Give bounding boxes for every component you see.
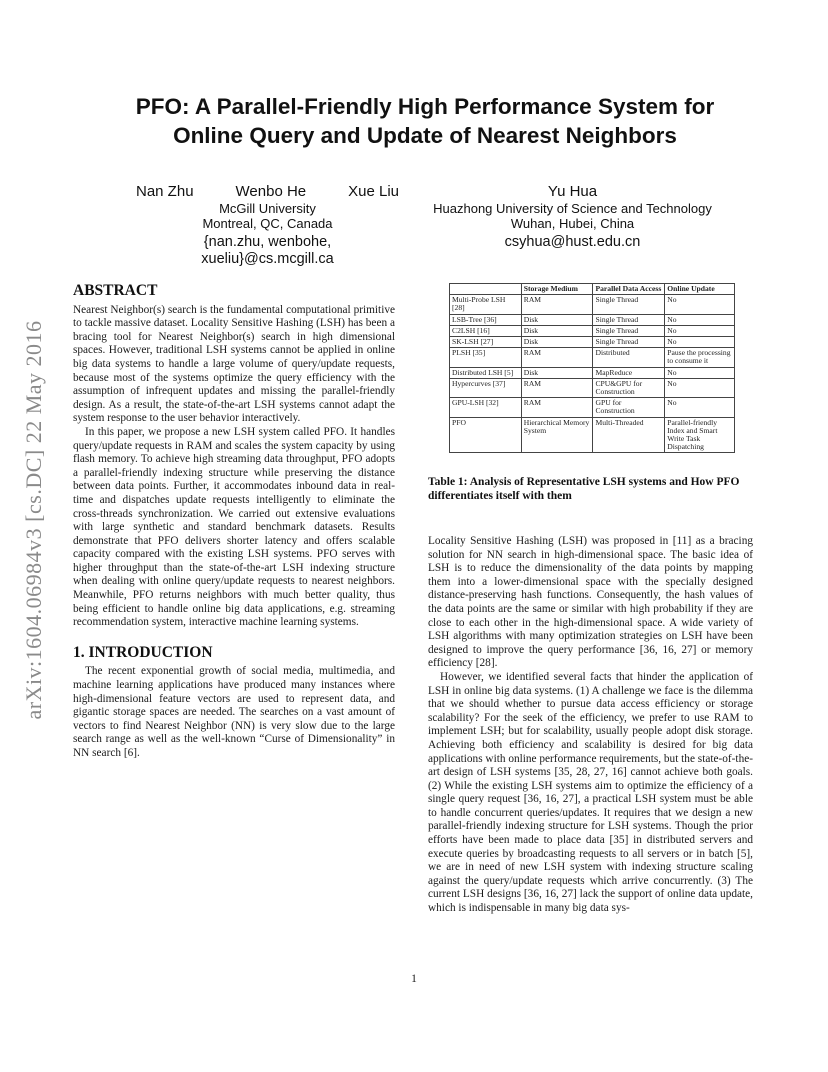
table-caption: Table 1: Analysis of Representative LSH systems and How PFO differentiates itself with them — [428, 476, 740, 502]
author-name: Wenbo He — [235, 183, 307, 200]
table-header-cell: Parallel Data Access — [593, 284, 665, 295]
table-cell: Single Thread — [593, 325, 665, 336]
email: csyhua@hust.edu.cn — [504, 234, 641, 250]
arxiv-stamp — [20, 280, 48, 760]
authors-right — [420, 183, 725, 251]
table-cell: Disk — [521, 367, 593, 378]
table-row — [450, 417, 735, 453]
intro-heading: 1. INTRODUCTION — [73, 643, 213, 661]
table-row — [450, 348, 735, 367]
table-row — [450, 367, 735, 378]
table-cell: MapReduce — [593, 367, 665, 378]
paper-title — [80, 92, 770, 150]
table-header-cell: Online Update — [665, 284, 735, 295]
table-cell: No — [665, 337, 735, 348]
table-cell: No — [665, 314, 735, 325]
table-cell: Pause the processing to consume it — [665, 348, 735, 367]
location: Montreal, QC, Canada — [202, 216, 333, 231]
table-row — [450, 325, 735, 336]
table-cell: CPU&GPU for Construction — [593, 378, 665, 397]
left-column — [73, 284, 395, 761]
table-cell: Disk — [521, 314, 593, 325]
comparison-table — [449, 283, 735, 453]
author-name: Yu Hua — [547, 183, 598, 200]
table-cell: PFO — [450, 417, 522, 453]
right-paragraph-2: However, we identified several facts that hinder the application of LSH in online big data systems. (1) A challenge we face is the dilemma that we should whether to pursue data access efficiency or storage scalability? For the seek of the efficiency, we prefer to use RAM to implement LSH; but for scalability, usually people adopt disk storage. Achieving both efficiency and scalability is desired for big data applications with online performance requirements, but the state-of-the-art design of LSH systems [35, 28, 27, 16] cannot achieve both goals. (2) While the existing LSH systems aim to optimize the efficiency of a single query request [36, 16, 27], a practical LSH system must be able to handle concurrent queries/updates. It requires that we design a new parallel-friendly indexing structure for LSH systems. Though the prior efforts have been made to place data [35] in distributed servers and execute queries by broadcasting requests to all servers or in batch [5], we are in need of new LSH system with indexing structure scaling against the query/update requests which arrive concurrently. (3) The current LSH designs [36, 16, 27] lack the support of online data update, which is indispensable in many big data sys- — [428, 670, 753, 915]
table-header-cell: Storage Medium — [521, 284, 593, 295]
table-cell: No — [665, 367, 735, 378]
table-row — [450, 398, 735, 417]
table-cell: No — [665, 398, 735, 417]
right-column — [428, 535, 753, 916]
table-cell: Single Thread — [593, 295, 665, 314]
table-cell: GPU-LSH [32] — [450, 398, 522, 417]
table-cell: No — [665, 378, 735, 397]
abstract-heading: ABSTRACT — [73, 282, 158, 299]
abstract-paragraph-2: In this paper, we propose a new LSH system called PFO. It handles query/update requests in RAM and scales the system capacity by using flash memory. To achieve high streaming data throughput, PFO adopts a parallel-friendly indexing structure while preserving the distance between data points. Further, it accommodates inbound data in real-time and dispatches update requests intelligently to eliminate the cross-threads synchronization. We carried out extensive evaluations with large synthetic and standard benchmark datasets. Results demonstrate that PFO delivers shorter latency and offers scalable capacity compared with the existing LSH systems. PFO serves with higher throughput than the state-of-the-art LSH indexing structure when dealing with online query/update requests to nearest neighbors. Meanwhile, PFO returns neighbors with much better quality, thus being efficient to handle online big data applications, e.g. streaming recommendation system, interactive machine learning systems. — [73, 425, 395, 629]
intro-paragraph-1: The recent exponential growth of social media, multimedia, and machine learning applications have produced many instances where high-dimensional feature vectors are used to represent data, and gigantic storage spaces are needed. The searches on a vast amount of vectors to find Nearest Neighbor (NN) is very slow due to the large search range as well as the well-known “Curse of Dimensionality” in NN search [6]. — [73, 665, 395, 759]
table-cell: Multi-Threaded — [593, 417, 665, 453]
location: Wuhan, Hubei, China — [510, 216, 635, 231]
abstract-paragraph-1: Nearest Neighbor(s) search is the fundamental computational primitive to tackle massive dataset. Locality Sensitive Hashing (LSH) has been a bracing tool for Nearest Neighbor(s) search in high dimensional spaces. However, traditional LSH systems cannot be applied in online big data systems to handle a large volume of query/update requests, because most of the systems optimize the query efficiency with the assumption of infrequent updates and missing the parallel-friendly design. As a result, the state-of-the-art LSH systems cannot adapt the system response to the user behavior interactively. — [73, 303, 395, 425]
table-cell: Single Thread — [593, 337, 665, 348]
table-cell: Multi-Probe LSH [28] — [450, 295, 522, 314]
right-paragraph-1: Locality Sensitive Hashing (LSH) was proposed in [11] as a bracing solution for NN search in high-dimensional space. The basic idea of LSH is to reduce the dimensionality of the data points by mapping them into a lower-dimensional space with the specially designed distance-preserving hash functions. Consequently, the hash values of the data points are the same or similar with high probability if they are close to each other in the high-dimensional space. A wide variety of LSH algorithms with many optimization strategies on LSH have been designed to improve the query performance [36, 16, 27] or memory efficiency [28]. — [428, 535, 753, 670]
affiliation: Huazhong University of Science and Technology — [433, 201, 712, 216]
table-cell: Disk — [521, 325, 593, 336]
table-cell: RAM — [521, 295, 593, 314]
page-number: 1 — [411, 973, 417, 985]
table-cell: Single Thread — [593, 314, 665, 325]
table-cell: RAM — [521, 348, 593, 367]
author-name: Xue Liu — [348, 183, 399, 200]
table-cell: PLSH [35] — [450, 348, 522, 367]
table-row — [450, 337, 735, 348]
email-line-2: xueliu}@cs.mcgill.ca — [201, 251, 334, 267]
table-cell: No — [665, 295, 735, 314]
table-row — [450, 295, 735, 314]
title-line-2: Online Query and Update of Nearest Neighbors — [173, 123, 677, 148]
table-cell: C2LSH [16] — [450, 325, 522, 336]
title-line-1: PFO: A Parallel-Friendly High Performance System for — [135, 94, 715, 119]
table-cell: Hierarchical Memory System — [521, 417, 593, 453]
email-line-1: {nan.zhu, wenbohe, — [203, 234, 332, 250]
table-cell: Distributed — [593, 348, 665, 367]
table-cell: Hypercurves [37] — [450, 378, 522, 397]
table-header-cell — [450, 284, 522, 295]
table-header-row — [450, 284, 735, 295]
table-cell: LSB-Tree [36] — [450, 314, 522, 325]
author-names — [130, 183, 405, 201]
table-cell: GPU for Construction — [593, 398, 665, 417]
table-cell: RAM — [521, 398, 593, 417]
table-cell: SK-LSH [27] — [450, 337, 522, 348]
table-row — [450, 314, 735, 325]
table-cell: Distributed LSH [5] — [450, 367, 522, 378]
table-row — [450, 378, 735, 397]
table-cell: Parallel-friendly Index and Smart Write Task Dispatching — [665, 417, 735, 453]
table-cell: Disk — [521, 337, 593, 348]
table-cell: RAM — [521, 378, 593, 397]
table-cell: No — [665, 325, 735, 336]
affiliation: McGill University — [219, 201, 316, 216]
authors-left — [130, 183, 405, 268]
author-name: Nan Zhu — [136, 183, 194, 200]
arxiv-id-text: arXiv:1604.06984v3 [cs.DC] 22 May 2016 — [21, 320, 46, 720]
